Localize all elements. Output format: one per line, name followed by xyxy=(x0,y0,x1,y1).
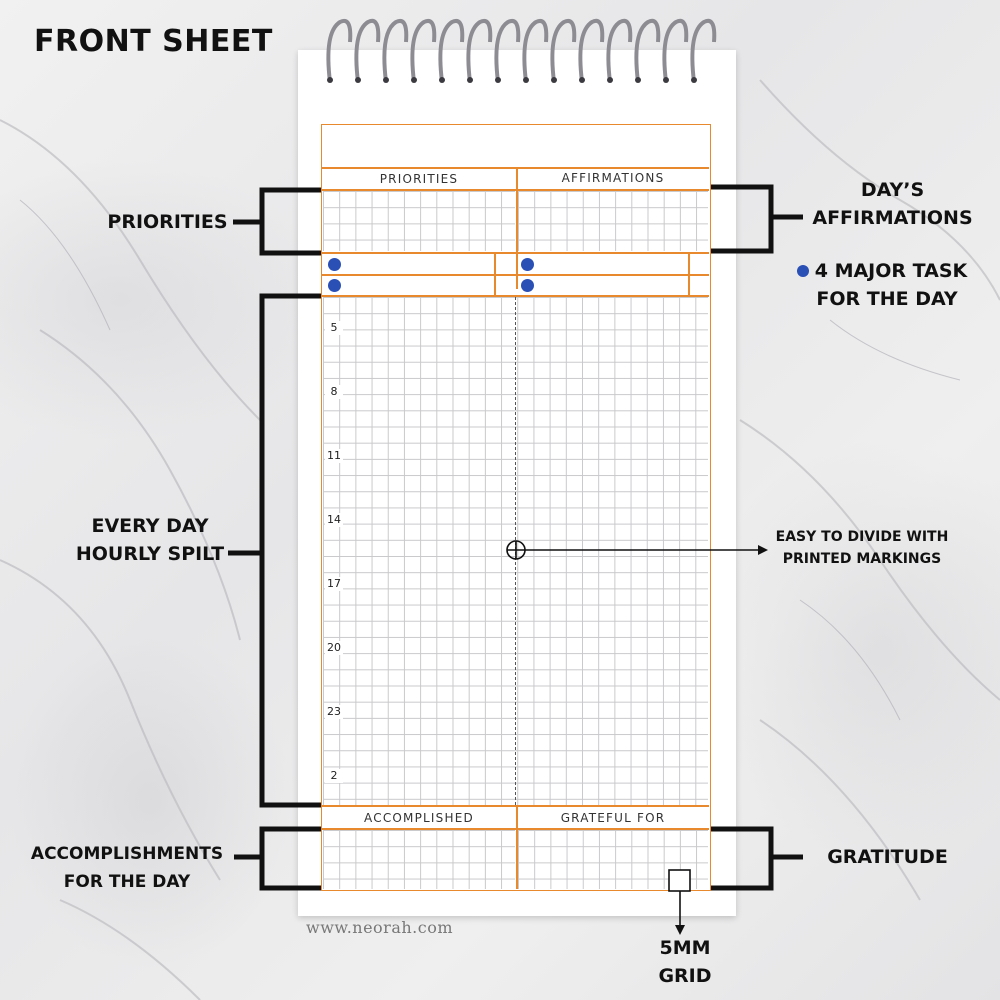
center-divide-marking xyxy=(515,297,516,805)
hourly-annotation-line1: EVERY DAY xyxy=(91,515,209,537)
tasks-annotation-line2: FOR THE DAY xyxy=(816,288,958,310)
hour-label: 17 xyxy=(327,577,341,590)
hourly-annotation xyxy=(70,512,230,568)
grid-annotation-line1: 5MM xyxy=(659,937,711,959)
priorities-grid[interactable] xyxy=(323,191,515,251)
hour-label: 20 xyxy=(327,641,341,654)
affirmations-annotation xyxy=(805,176,980,232)
accomplished-header: ACCOMPLISHED xyxy=(364,811,474,825)
task-checkbox-divider-right xyxy=(688,253,690,296)
hourly-annotation-line2: HOURLY SPILT xyxy=(75,543,225,565)
grid-annotation xyxy=(640,934,730,990)
accomplish-annotation-line1: ACCOMPLISHMENTS xyxy=(30,844,224,864)
hour-label: 8 xyxy=(325,385,343,399)
accomplished-grid[interactable] xyxy=(323,830,515,889)
accomplish-annotation xyxy=(22,840,232,896)
task-bullet-1 xyxy=(328,258,341,271)
divide-annotation-line2: PRINTED MARKINGS xyxy=(782,551,942,567)
task-bullet-3 xyxy=(521,258,534,271)
hour-label: 11 xyxy=(327,449,341,462)
task-row-top xyxy=(322,252,709,254)
affirmations-annotation-line2: AFFIRMATIONS xyxy=(812,207,973,229)
grateful-grid[interactable] xyxy=(518,830,708,889)
spiral-binding xyxy=(318,12,728,87)
gratitude-annotation xyxy=(805,843,970,871)
priorities-annotation xyxy=(100,208,235,236)
task-bullet-2 xyxy=(328,279,341,292)
affirmations-header: AFFIRMATIONS xyxy=(561,171,665,185)
task-checkbox-divider-left xyxy=(494,253,496,296)
priorities-header: PRIORITIES xyxy=(379,172,459,186)
affirmations-grid[interactable] xyxy=(518,191,708,251)
tasks-annotation xyxy=(792,257,972,313)
divide-annotation xyxy=(762,526,962,570)
hour-label: 14 xyxy=(327,513,341,526)
website-link[interactable]: www.neorah.com xyxy=(306,918,454,937)
task-bullet-4 xyxy=(521,279,534,292)
planner-frame xyxy=(321,124,711,891)
task-bullet-icon xyxy=(797,265,809,277)
page-title: FRONT SHEET xyxy=(34,24,273,59)
gratitude-annotation-text: GRATITUDE xyxy=(827,846,948,868)
tasks-annotation-line1: 4 MAJOR TASK xyxy=(814,260,968,282)
grid-annotation-line2: GRID xyxy=(658,965,712,987)
hour-label: 2 xyxy=(325,769,343,783)
accomplish-annotation-line2: FOR THE DAY xyxy=(63,872,191,892)
task-row-middle xyxy=(322,274,709,276)
priorities-annotation-text: PRIORITIES xyxy=(107,211,228,233)
hour-label: 23 xyxy=(327,705,341,718)
hour-label: 5 xyxy=(325,321,343,335)
affirmations-annotation-line1: DAY’S xyxy=(860,179,925,201)
divide-annotation-line1: EASY TO DIVIDE WITH xyxy=(775,529,949,545)
grateful-header: GRATEFUL FOR xyxy=(560,811,666,825)
